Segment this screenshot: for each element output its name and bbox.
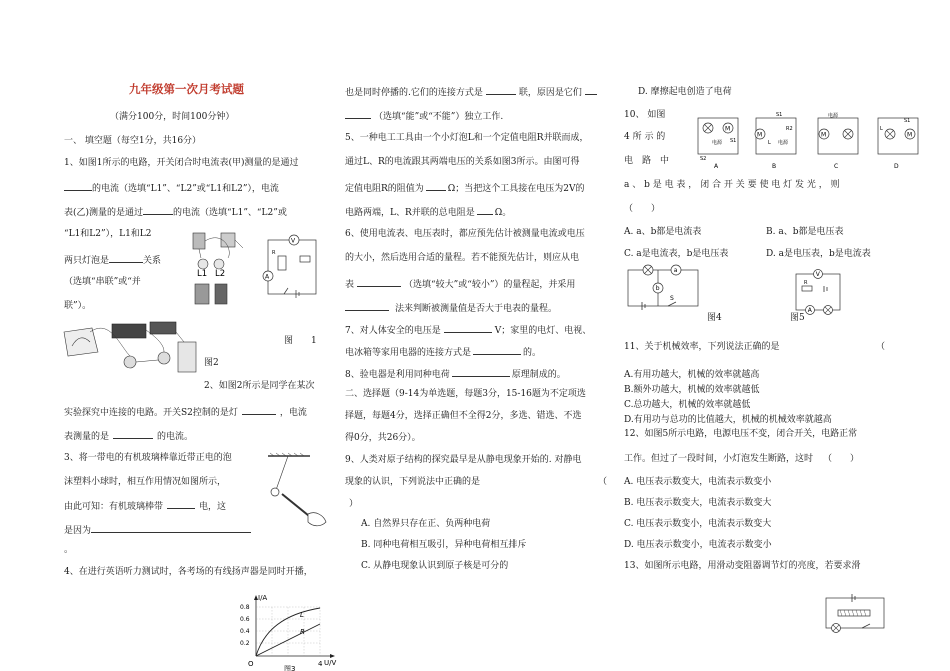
q6-line-3: 表 （选填“较大”或“较小”）的量程起，并采用: [345, 276, 575, 291]
q9-line-1: 9、人类对原子结构的探究最早是从静电现象开始的. 对静电: [345, 455, 582, 465]
figure-2-ammeter-icon: [64, 328, 98, 356]
figure-1-bulb-icon: [198, 259, 208, 269]
q2-line-2: 实验探究中连接的电路。开关S2控制的是灯 ，电流: [64, 404, 307, 419]
svg-text:A: A: [807, 307, 812, 315]
q9-option-d[interactable]: D. 摩擦起电创造了电荷: [638, 87, 732, 97]
q11-line-1: 11、关于机械效率，下列说法正确的是: [624, 342, 780, 352]
svg-text:电源: 电源: [828, 113, 839, 119]
q8-line-1: 8、验电器是利用同种电荷 原理制成的。: [345, 366, 566, 381]
figure-2-bulb-icon-2: [158, 352, 170, 364]
figure-4-circuit-c: [818, 112, 858, 170]
q1-blank-1[interactable]: [64, 180, 92, 191]
figure-1-label-l2: L2: [215, 269, 226, 279]
q8-blank-1[interactable]: [452, 366, 510, 377]
foam-ball-icon: [271, 488, 279, 496]
svg-text:M: M: [821, 131, 827, 139]
svg-text:S: S: [670, 295, 674, 302]
q6-blank-1[interactable]: [357, 276, 401, 287]
figure-3-label-r: R: [300, 628, 305, 636]
q5-line-4: 电路两端，L、R并联的总电阻是 Ω。: [345, 204, 511, 219]
svg-text:R: R: [272, 250, 276, 256]
svg-text:R2: R2: [786, 126, 793, 132]
svg-text:L: L: [880, 126, 883, 132]
q4-blank-2[interactable]: [585, 84, 597, 95]
q10-option-c[interactable]: C. a是电流表，b是电压表: [624, 249, 729, 259]
q13-line-1: 13、如图所示电路，用滑动变阻器调节灯的亮度，若要求滑: [624, 561, 861, 571]
figure-3-y-tick-1: 0.6: [240, 616, 250, 623]
q10-line-1: 10、 如图: [624, 110, 666, 120]
q1-line-7: 联”）。: [64, 301, 92, 311]
q9-paren-close: ）: [349, 499, 359, 509]
figure-4-circuit-a: [698, 118, 738, 170]
q1-blank-2[interactable]: [143, 204, 173, 215]
q7-blank-2[interactable]: [473, 344, 521, 355]
figure-3-y-tick-3: 0.2: [240, 640, 250, 647]
svg-text:S1: S1: [730, 138, 737, 144]
figure-1-caption: 图 1: [284, 336, 317, 346]
q1-line-4: “L1和L2”），L1和L2: [64, 229, 152, 239]
q11-option-d[interactable]: D.有用功与总功的比值越大，机械的机械效率就越高: [624, 415, 832, 425]
figure-4-option-c: C: [834, 163, 839, 170]
figure-3-x-tick-4: 4: [318, 660, 323, 668]
figure-4-a-source: 电源: [712, 140, 723, 146]
q3-line-4: 是因为: [64, 522, 251, 537]
figure-3-origin: O: [248, 660, 254, 668]
figure-3-y-tick-2: 0.4: [240, 628, 250, 635]
q10-line-2: 4 所 示 的: [624, 132, 666, 142]
q5-line-2: 通过L、R的电流跟其两端电压的关系如图3所示。由图可得: [345, 157, 580, 167]
figure-2-image: [60, 318, 200, 380]
q12-option-a[interactable]: A. 电压表示数变大，电流表示数变小: [624, 477, 772, 487]
q12-option-b[interactable]: B. 电压表示数变大，电流表示数变大: [624, 498, 772, 508]
q6-line-4: 法来判断被测量值是否大于电表的量程。: [345, 300, 557, 315]
svg-text:R: R: [804, 280, 808, 286]
q2-blank-1[interactable]: [242, 404, 276, 415]
q3-line-1: 3、将一带电的有机玻璃棒靠近带正电的泡: [64, 453, 232, 463]
q9-option-b[interactable]: B. 同种电荷相互吸引，异种电荷相互排斥: [361, 540, 527, 550]
figure-4-circuit-b: [755, 112, 796, 170]
figure-1-bulb-icon-2: [214, 259, 224, 269]
q4-blank-1[interactable]: [486, 84, 516, 95]
figure-3-y-tick-0: 0.8: [240, 604, 250, 611]
q10-line-3: 电 路 中: [624, 156, 670, 166]
svg-text:V: V: [291, 237, 296, 245]
figure-4-circuits: [694, 110, 944, 172]
q10-option-a[interactable]: A. a、b都是电流表: [624, 227, 702, 237]
q5-blank-2[interactable]: [477, 204, 493, 215]
figure-4-caption: 图4: [707, 313, 722, 323]
q9-option-c[interactable]: C. 从静电现象认识到原子核是可分的: [361, 561, 509, 571]
q5-line-3: 定值电阻R的阻值为 Ω；当把这个工具接在电压为2V的: [345, 180, 584, 195]
q11-paren: （: [876, 342, 886, 352]
q10-option-b[interactable]: B. a、b都是电压表: [766, 227, 844, 237]
figure-3-caption: 图3: [284, 665, 296, 671]
figure-4-option-a: A: [714, 163, 719, 170]
page-title: 九年级第一次月考试题: [129, 82, 244, 96]
figure-4-circuit-d: [878, 118, 918, 170]
svg-text:a: a: [673, 267, 678, 275]
hand-icon: [308, 513, 326, 526]
svg-text:b: b: [655, 285, 660, 293]
q1-line-6: （选填“串联”或“并: [64, 277, 141, 287]
q3-line-5: 。: [64, 545, 74, 555]
q5-line-1: 5、一种电工工具由一个小灯泡L和一个定值电阻R并联而成，: [345, 133, 589, 143]
q11-option-b[interactable]: B.额外功越大，机械的效率就越低: [624, 385, 760, 395]
q3-blank-1[interactable]: [167, 498, 195, 509]
figure-1-schematic: [262, 232, 324, 304]
figure-1-label-l1: L1: [197, 269, 208, 279]
q1-line-5: 两只灯泡是 关系: [64, 252, 161, 267]
svg-text:M: M: [907, 131, 913, 139]
q5-blank-1[interactable]: [426, 180, 446, 191]
q10-option-d[interactable]: D. a是电压表，b是电流表: [766, 249, 871, 259]
q9-paren-open: （: [598, 477, 608, 487]
figure-4-option-b: B: [772, 163, 777, 170]
figure-3-x-axis-label: U/V: [324, 659, 337, 667]
q1-line-2: 的电流（选填“L1”、“L2”或“L1和L2”），电流: [64, 180, 279, 195]
figure-3-chart: [238, 592, 338, 671]
svg-text:S1: S1: [904, 118, 911, 124]
section-2-heading-line-1: 二、选择题（9-14为单选题，每题3分，15-16题为不定项选: [345, 389, 586, 399]
q12-paren: （ ）: [823, 454, 860, 464]
q2-line-1: 2、如图2所示是同学在某次: [204, 381, 315, 391]
svg-text:M: M: [757, 131, 763, 139]
q2-blank-2[interactable]: [113, 428, 153, 439]
svg-text:电源: 电源: [778, 140, 789, 146]
figure-1-image: [183, 228, 263, 316]
svg-text:V: V: [815, 271, 820, 279]
q6-blank-2[interactable]: [345, 300, 389, 311]
q7-line-2: 电冰箱等家用电器的连接方式是 的。: [345, 344, 541, 359]
q6-line-2: 的大小，然后选用合适的量程。若不能预先估计，则应从电: [345, 253, 580, 263]
svg-text:A: A: [265, 273, 270, 281]
q11-option-a[interactable]: A.有用功越大，机械的效率就越高: [624, 370, 760, 380]
q3-line-3: 由此可知：有机玻璃棒带 电，这: [64, 498, 226, 513]
section-2-heading-line-3: 得0分，共26分）。: [345, 433, 421, 443]
q3-blank-2[interactable]: [91, 522, 251, 533]
q12-option-d[interactable]: D. 电压表示数变小，电流表示数变小: [624, 540, 772, 550]
q10-paren: （ ）: [624, 204, 661, 214]
q3-line-2: 沫塑料小球时，相互作用情况如图所示，: [64, 477, 227, 487]
q1-line-1: 1、如图1所示的电路，开关闭合时电流表(甲)测量的是通过: [64, 158, 299, 168]
figure-4-option-d: D: [894, 163, 899, 170]
q7-line-1: 7、对人体安全的电压是 V；家里的电灯、电视、: [345, 322, 591, 337]
q12-line-1: 12、如图5所示电路，电源电压不变，闭合开关，电路正常: [624, 429, 858, 439]
page-subtitle: （满分100分，时间100分钟）: [110, 112, 235, 122]
figure-2-caption: 图2: [204, 358, 219, 368]
q11-option-c[interactable]: C.总功越大，机械的效率就越低: [624, 400, 751, 410]
figure-5-caption: 图5: [790, 313, 805, 323]
figure-2-bulb-icon: [124, 356, 136, 368]
svg-text:M: M: [725, 125, 731, 133]
q9-line-2: 现象的认识，下列说法中正确的是: [345, 477, 481, 487]
svg-text:S2: S2: [700, 156, 707, 162]
q2-line-3: 表测量的是 的电流。: [64, 428, 193, 443]
q12-option-c[interactable]: C. 电压表示数变小，电流表示数变大: [624, 519, 772, 529]
q4-blank-3[interactable]: [345, 108, 371, 119]
figure-3-y-axis-label: I/A: [258, 594, 268, 602]
q1-line-3: 表(乙)测量的是通过 的电流（选填“L1”、“L2”或: [64, 204, 287, 219]
q4-line-1: 4、在进行英语听力测试时，各考场的有线扬声器是同时开播，: [64, 567, 313, 577]
section-1-heading: 一、 填空题（每空1分，共16分）: [64, 136, 202, 146]
figure-3-label-l: L: [300, 611, 304, 619]
q9-option-a[interactable]: A. 自然界只存在正、负两种电荷: [361, 519, 491, 529]
q13-figure: [822, 590, 892, 638]
svg-text:L: L: [768, 140, 771, 146]
section-2-heading-line-2: 择题，每题4分，选择正确但不全得2分，多选、错选、不选: [345, 411, 582, 421]
q6-line-1: 6、使用电流表、电压表时，都应预先估计被测量电流或电压: [345, 229, 585, 239]
figure-5-circuit: [790, 266, 850, 318]
figure-4-ab-circuit: [624, 262, 704, 314]
svg-text:S1: S1: [776, 112, 783, 118]
q1-blank-3[interactable]: [109, 252, 143, 263]
q12-line-2: 工作。但过了一段时间，小灯泡发生断路，这时 （ ）: [624, 454, 860, 464]
q4-line-2: 也是同时停播的.它们的连接方式是 联，原因是它们: [345, 84, 597, 99]
q4-line-3: （选填“能”或“不能”）独立工作.: [345, 108, 503, 123]
q7-blank-1[interactable]: [444, 322, 492, 333]
q10-line-4: a 、 b 是 电 表 ， 闭 合 开 关 要 使 电 灯 发 光 ， 则: [624, 180, 840, 190]
q3-figure: [262, 452, 332, 530]
